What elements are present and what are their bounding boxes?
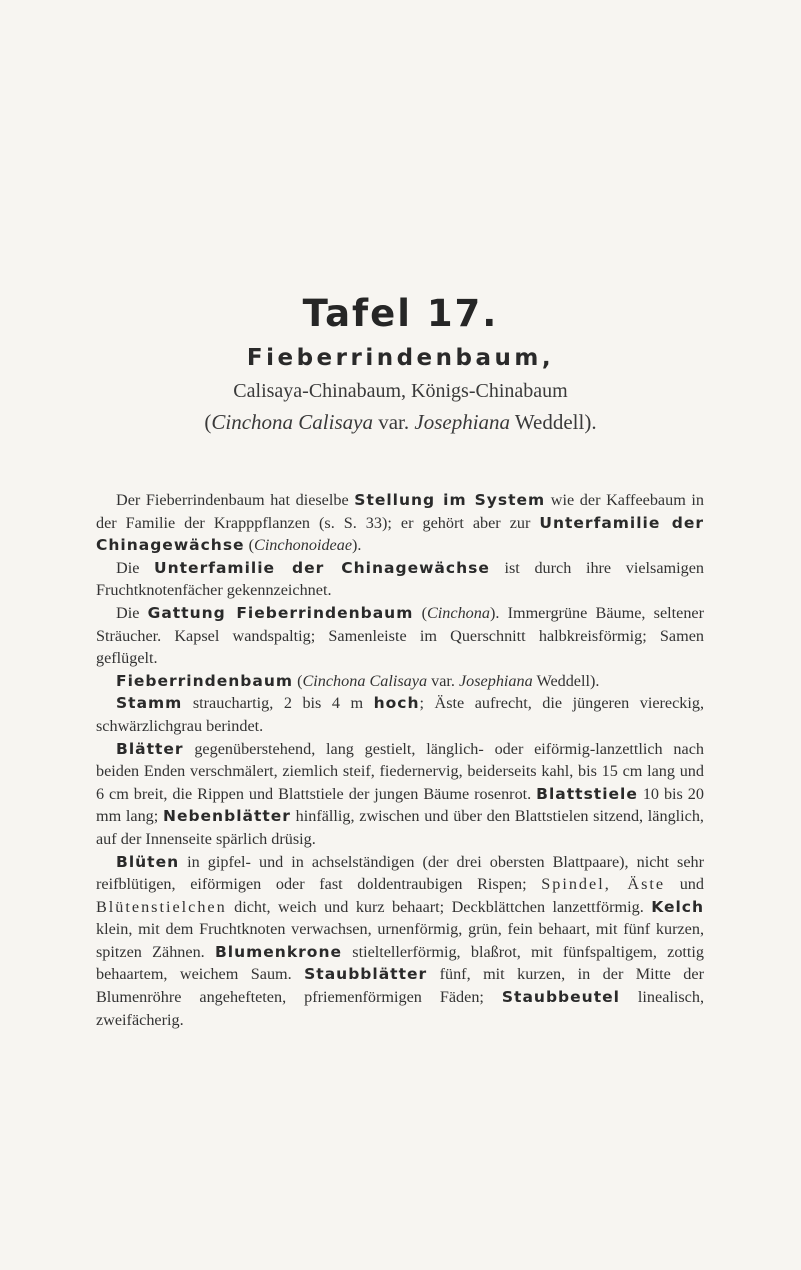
text-run: ). Immergrüne Bäume, seltener Sträucher. Kapsel wandspaltig; Samenleiste im Querschnitt halbkreisförmig; Samen geflügelt. xyxy=(96,603,704,668)
body-text xyxy=(96,489,704,1031)
latin-author: Weddell). xyxy=(510,410,597,434)
text-run: stieltellerförmig, blaßrot, mit fünfspaltigem, zottig behaartem, weichem Saum. xyxy=(96,942,704,984)
keyword: hoch xyxy=(373,694,420,713)
text-run: ( xyxy=(293,671,303,690)
text-run: linealisch, zweifächerig. xyxy=(96,988,704,1029)
text-run: ( xyxy=(244,536,255,555)
text-run: Der Fieberrindenbaum hat dieselbe xyxy=(116,491,355,509)
latin-open: ( xyxy=(204,410,212,434)
text-run: Weddell). xyxy=(532,671,600,690)
alternate-names: Calisaya-Chinabaum, Königs-Chinabaum xyxy=(233,380,568,402)
keyword: Blattstiele xyxy=(536,784,638,803)
paragraph-stem xyxy=(96,692,704,737)
text-run: klein, mit dem Fruchtknoten verwachsen, urnenförmig, grün, fein behaart, mit fünf kurzen, spitzen Zähnen. xyxy=(96,920,704,961)
paragraph-flowers xyxy=(96,851,704,1032)
latin-variety: Josephiana xyxy=(414,410,511,434)
italic-term: Josephiana xyxy=(458,671,533,690)
paragraph-species xyxy=(96,670,704,693)
text-run: dicht, weich und kurz behaart; Deckblättchen lanzettförmig. xyxy=(226,897,652,916)
keyword: Nebenblätter xyxy=(162,807,291,826)
text-run: ist durch ihre vielsamigen Fruchtknotenfächer gekennzeichnet. xyxy=(96,558,704,600)
italic-term: Cinchonoideae xyxy=(254,536,353,555)
keyword: Blüten xyxy=(116,852,180,871)
keyword: Unterfamilie der Chinagewächse xyxy=(96,513,704,555)
text-run: hinfällig, zwischen und über den Blattstielen sitzend, länglich, auf der Innenseite spärlich drüsig. xyxy=(96,807,704,848)
paragraph-subfamily xyxy=(96,557,704,602)
keyword: Kelch xyxy=(651,897,704,916)
common-name-heading: Fieberrindenbaum, xyxy=(246,345,555,371)
text-run: ( xyxy=(413,603,427,622)
text-run: var. xyxy=(427,671,459,690)
keyword: Staubbeutel xyxy=(501,988,620,1007)
text-run: 10 bis 20 mm lang; xyxy=(96,784,704,826)
paragraph-genus xyxy=(96,602,704,670)
italic-term: Cinchona xyxy=(427,603,490,622)
spaced-term: Blütenstielchen xyxy=(96,897,227,916)
latin-genus-species: Cinchona Calisaya xyxy=(211,410,373,434)
keyword: Fieberrindenbaum xyxy=(116,671,294,690)
italic-term: Cinchona Calisaya xyxy=(302,671,428,690)
text-run: Die xyxy=(116,558,155,577)
paragraph-system xyxy=(96,489,704,557)
text-run: ). xyxy=(352,536,362,555)
paragraph-leaves xyxy=(96,738,704,851)
text-run: wie der Kaffeebaum in der Familie der Krapppflanzen (s. S. 33); er gehört aber zur xyxy=(96,491,705,532)
keyword: Unterfamilie der Chinagewächse xyxy=(154,558,490,577)
plate-title: Tafel 17. xyxy=(302,292,499,335)
text-run: gegenüberstehend, lang gestielt, länglich- oder eiförmig-lanzettlich nach beiden Enden verschmälert, ziemlich steif, fiedernervig, beiderseits kahl, bis 15 cm lang und 6 cm breit, die Rippen und Blattstiele der jungen Bäume rosenrot. xyxy=(96,739,704,803)
spaced-term: Spindel, Äste xyxy=(541,875,666,894)
text-run: fünf, mit kurzen, in der Mitte der Blumenröhre angehefteten, pfriemenförmigen Fäden; xyxy=(96,965,704,1007)
keyword: Staubblätter xyxy=(304,965,428,984)
latin-var: var. xyxy=(372,410,415,434)
text-run: und xyxy=(665,875,704,894)
keyword: Stellung im System xyxy=(354,491,546,509)
text-run: strauchartig, 2 bis 4 m xyxy=(182,694,374,713)
keyword: Blätter xyxy=(116,739,184,758)
keyword: Blumenkrone xyxy=(214,942,342,961)
keyword: Stamm xyxy=(116,694,183,713)
text-run: ; Äste aufrecht, die jüngeren viereckig, schwärzlichgrau berindet. xyxy=(96,694,705,735)
keyword: Gattung Fieberrindenbaum xyxy=(147,603,414,622)
text-run: Die xyxy=(116,603,148,622)
text-run: in gipfel- und in achselständigen (der drei obersten Blattpaare), nicht sehr reifblütigen, eiförmigen oder fast doldentraubigen Rispen; xyxy=(96,852,704,894)
latin-name xyxy=(0,410,801,435)
